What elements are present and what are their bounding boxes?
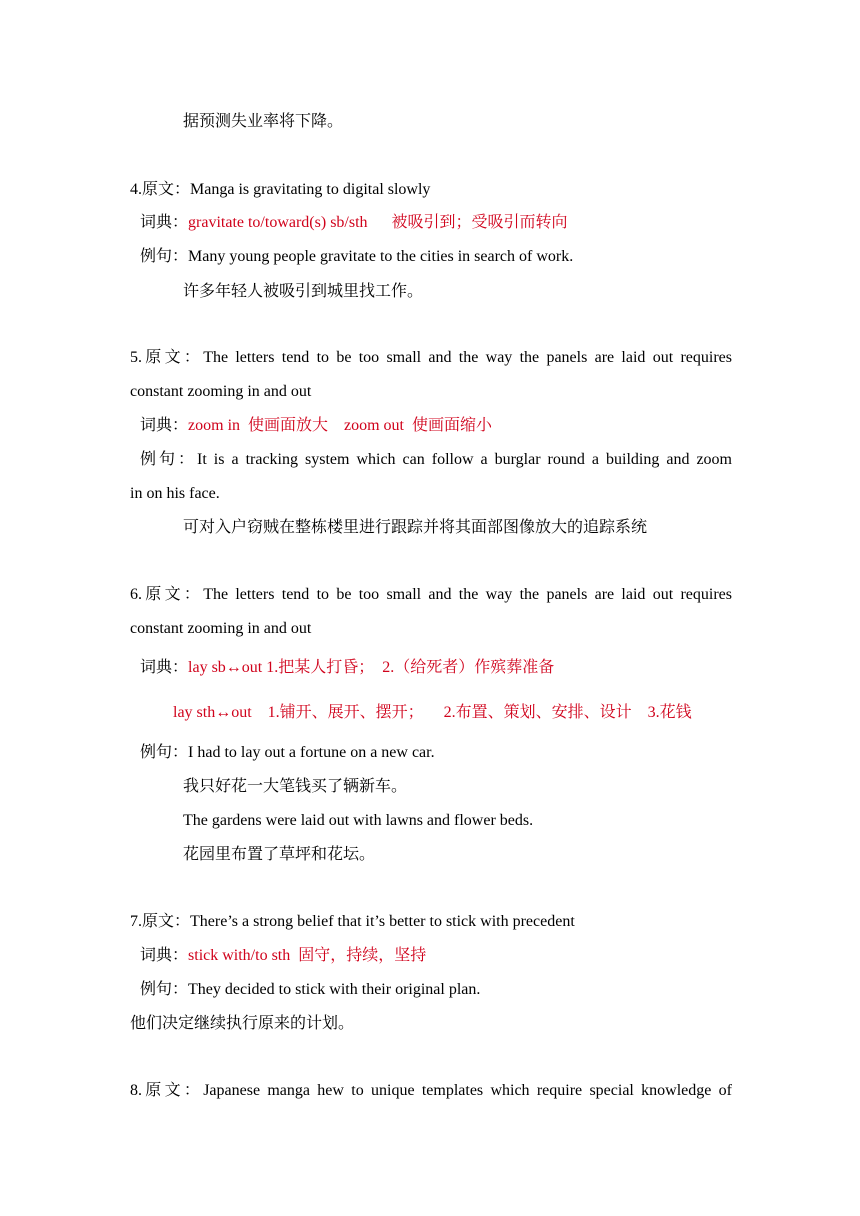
example-text: It is a tracking system which can follow a burglar round a building and zoom <box>197 451 732 468</box>
entry-example <box>140 247 573 267</box>
dict-label: 词典： <box>140 947 189 964</box>
example-text-continued: in on his face. <box>130 485 220 502</box>
source-text: There’s a strong belief that it’s better to stick with precedent <box>190 913 575 930</box>
source-text: The letters tend to be too small and the way the panels are laid out requires <box>203 349 732 366</box>
entry-source <box>130 1081 732 1101</box>
dict-label: 词典： <box>140 417 189 434</box>
example-label: 例句： <box>140 248 189 265</box>
source-label: 6.原文： <box>130 586 204 603</box>
dict-label: 词典： <box>140 659 189 676</box>
source-text: The letters tend to be too small and the way the panels are laid out requires <box>203 586 732 603</box>
source-text: Japanese manga hew to unique templates which require special knowledge of <box>203 1082 732 1099</box>
entry-example <box>140 980 480 1000</box>
example-label: 例句： <box>140 981 189 998</box>
entry-source <box>130 585 732 605</box>
example-translation: 许多年轻人被吸引到城里找工作。 <box>183 283 424 300</box>
dict-definition: zoom in 使画面放大 zoom out 使画面缩小 <box>188 417 493 434</box>
example-extra-translation: 花园里布置了草坪和花坛。 <box>183 846 376 863</box>
entry-dictionary <box>140 946 426 966</box>
dict-definition-continued: lay sth↔out 1.铺开、展开、摆开； 2.布置、策划、安排、设计 3.花钱 <box>173 704 692 721</box>
entry-dictionary <box>140 213 568 233</box>
example-translation: 他们决定继续执行原来的计划。 <box>130 1015 355 1032</box>
entry-example <box>140 450 732 470</box>
source-label: 4.原文： <box>130 181 191 198</box>
entry-dictionary <box>140 416 492 436</box>
source-label: 5.原文： <box>130 349 204 366</box>
example-label: 例句： <box>140 451 198 468</box>
source-label: 7.原文： <box>130 913 191 930</box>
entry-source <box>130 180 430 200</box>
entry-dictionary <box>140 658 554 678</box>
entry-source <box>130 912 575 932</box>
example-text: They decided to stick with their original plan. <box>188 981 481 998</box>
entry-source <box>130 348 732 368</box>
example-translation: 我只好花一大笔钱买了辆新车。 <box>183 778 408 795</box>
entry-example <box>140 743 435 763</box>
dict-label: 词典： <box>140 214 189 231</box>
example-text: I had to lay out a fortune on a new car. <box>188 744 435 761</box>
source-label: 8.原文： <box>130 1082 204 1099</box>
source-text-continued: constant zooming in and out <box>130 383 312 400</box>
example-text: Many young people gravitate to the cities in search of work. <box>188 248 574 265</box>
example-label: 例句： <box>140 744 189 761</box>
intro-translation: 据预测失业率将下降。 <box>183 113 344 130</box>
source-text: Manga is gravitating to digital slowly <box>190 181 431 198</box>
source-text-continued: constant zooming in and out <box>130 620 312 637</box>
dict-definition: stick with/to sth 固守，持续，坚持 <box>188 947 427 964</box>
dict-definition: gravitate to/toward(s) sb/sth 被吸引到；受吸引而转向 <box>188 214 568 231</box>
dict-definition: lay sb↔out 1.把某人打昏； 2.（给死者）作殡葬准备 <box>188 659 555 676</box>
example-translation: 可对入户窃贼在整栋楼里进行跟踪并将其面部图像放大的追踪系统 <box>183 519 648 536</box>
example-extra: The gardens were laid out with lawns and flower beds. <box>183 812 534 829</box>
